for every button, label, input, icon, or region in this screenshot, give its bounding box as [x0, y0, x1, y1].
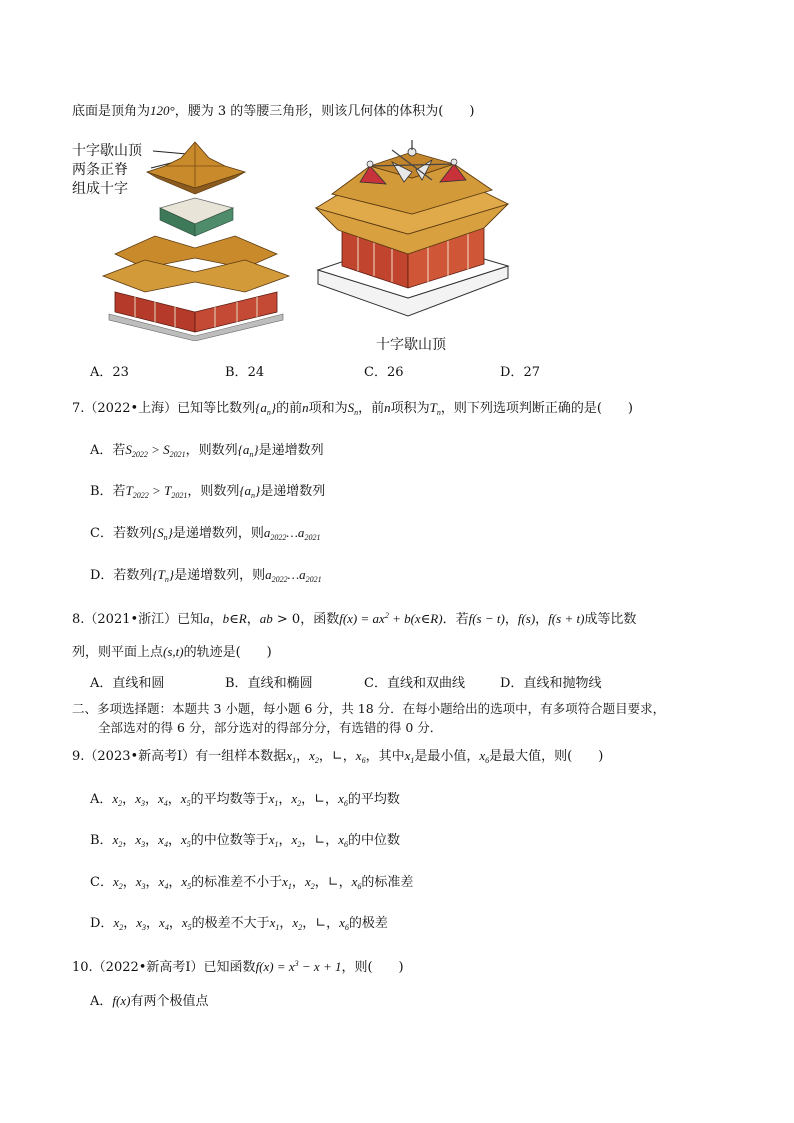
section2-instruction-line2: 全部选对的得 6 分，部分选对的得部分分，有选错的得 0 分． — [98, 720, 443, 735]
q9-option-b: B．$x_2$，$x_3$，$x_4$，$x_5$的中位数等于$x_1$，$x_2$，∟，$x_6$的中位数 — [90, 832, 401, 849]
q10-stem: 10.（2022•新高考Ⅰ）已知函数$f(x) = x^3 - x + 1$，则( ) — [72, 959, 404, 975]
q8-stem-line2: 列，则平面上点(s,t)的轨迹是( ) — [72, 644, 272, 660]
q9-option-a: A．$x_2$，$x_3$，$x_4$，$x_5$的平均数等于$x_1$，$x_2$，∟，$x_6$的平均数 — [90, 791, 400, 808]
q6-option-d: D．27 — [500, 365, 540, 380]
q9-option-d: D．$x_2$，$x_3$，$x_4$，$x_5$的极差不大于$x_1$，$x_2$，∟，$x_6$的极差 — [90, 915, 388, 932]
figure-label-3: 组成十字 — [72, 181, 128, 197]
cross-hip-gable-roof-illustration — [312, 138, 512, 333]
palace-exploded-illustration — [95, 136, 295, 341]
q8-stem-line1: 8.（2021•浙江）已知a，b∈R，ab > 0，函数$f(x) = ax^2$ + b(x∈R)．若f(s − t)，f(s)，f(s + t)成等比数 — [72, 611, 637, 627]
q7-option-b: B．若$T_{2022} > T_{2021}$，则数列$\{a_n\}$是递增数列 — [90, 483, 326, 500]
angle-value: 120° — [150, 103, 175, 118]
q7-option-c: C．若数列$\{S_n\}$是递增数列，则$a_{2022}\dots a_{2021}$ — [90, 525, 321, 542]
q7-option-d: D．若数列$\{T_n\}$是递增数列，则$a_{2022}\dots a_{2021}$ — [90, 567, 322, 584]
q6-option-a: A．23 — [90, 365, 129, 380]
q8-option-b: B．直线和椭圆 — [225, 676, 313, 691]
q8-option-d: D．直线和抛物线 — [500, 676, 602, 691]
figure-label-1: 十字歇山顶 — [72, 143, 142, 159]
q8-option-c: C．直线和双曲线 — [364, 676, 465, 691]
q7-option-a: A．若$S_{2022} > S_{2021}$，则数列$\{a_n\}$是递增数列 — [90, 442, 324, 459]
figure-label-2: 两条正脊 — [72, 162, 128, 178]
q6-stem: 底面是顶角为120°，腰为 3 的等腰三角形，则该几何体的体积为( ) — [72, 103, 475, 119]
q9-option-c: C．$x_2$，$x_3$，$x_4$，$x_5$的标准差不小于$x_1$，$x_2$，∟，$x_6$的标准差 — [90, 874, 414, 891]
section2-instruction-line1: 二、多项选择题：本题共 3 小题，每小题 6 分，共 18 分．在每小题给出的选项中，有多项符合题目要求， — [72, 701, 666, 716]
q7-stem: 7.（2022•上海）已知等比数列$\{a_n\}$的前n项和为$S_n$，前n项积为$T_n$，则下列选项判断正确的是( ) — [72, 400, 634, 417]
q8-option-a: A．直线和圆 — [90, 676, 165, 691]
q9-stem: 9.（2023•新高考Ⅰ）有一组样本数据$x_1$，$x_2$，∟，$x_6$，其中$x_1$是最小值，$x_6$是最大值，则( ) — [72, 748, 604, 765]
q6-option-b: B．24 — [225, 365, 265, 380]
figure-caption-right: 十字歇山顶 — [376, 337, 446, 353]
q6-option-c: C．26 — [364, 365, 404, 380]
q10-option-a: A．f(x)有两个极值点 — [90, 993, 209, 1009]
